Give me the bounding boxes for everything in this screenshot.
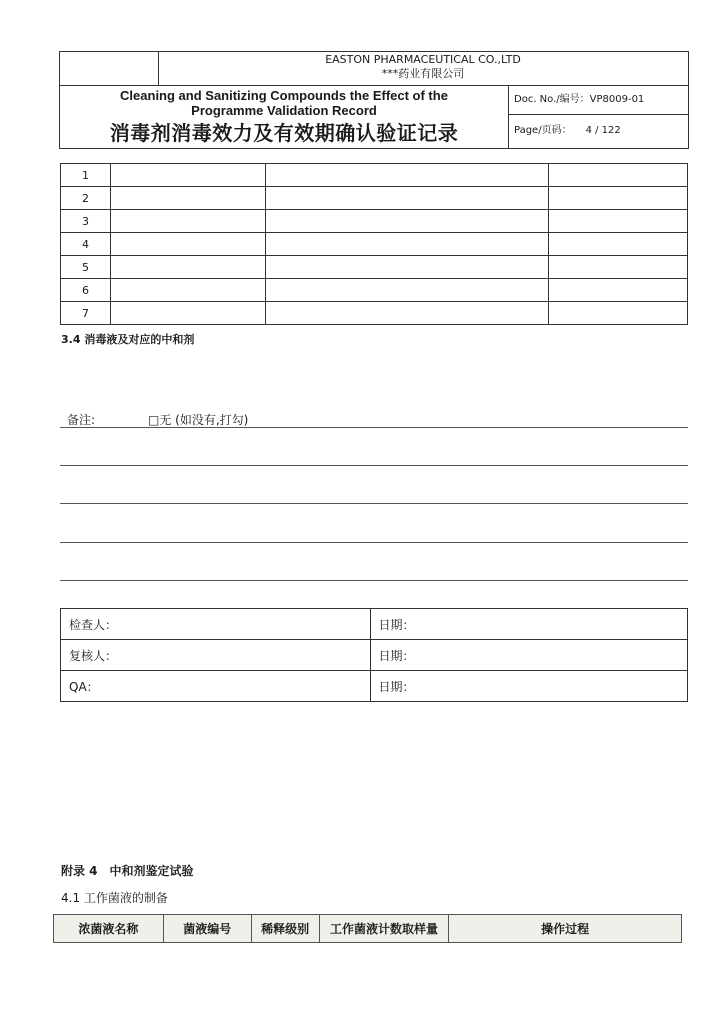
column-header: 工作菌液计数取样量	[319, 915, 449, 943]
company-row	[60, 52, 688, 86]
table-cell[interactable]	[549, 302, 688, 325]
row-number: 4	[61, 233, 111, 256]
table-row	[61, 302, 688, 325]
date-field[interactable]: 日期：	[370, 609, 688, 640]
table-cell[interactable]	[549, 233, 688, 256]
numbered-table	[60, 163, 688, 325]
title-en-line2: Programme Validation Record	[191, 103, 377, 118]
document-header	[59, 51, 689, 149]
column-header: 稀释级别	[251, 915, 319, 943]
table-cell[interactable]	[265, 187, 549, 210]
table-cell[interactable]	[549, 210, 688, 233]
table-row	[61, 256, 688, 279]
company-name-en: EASTON PHARMACEUTICAL CO.,LTD	[325, 53, 521, 66]
inspector-field[interactable]: 检查人：	[61, 609, 371, 640]
table-cell[interactable]	[110, 233, 265, 256]
column-header: 浓菌液名称	[54, 915, 164, 943]
table-row	[61, 671, 688, 702]
date-field[interactable]: 日期：	[370, 671, 688, 702]
table-cell[interactable]	[549, 164, 688, 187]
table-header-row	[54, 915, 682, 943]
row-number: 5	[61, 256, 111, 279]
company-name	[158, 53, 688, 81]
date-field[interactable]: 日期：	[370, 640, 688, 671]
section-heading: 3.4 消毒液及对应的中和剂	[61, 333, 195, 346]
table-cell[interactable]	[110, 256, 265, 279]
logo-cell	[60, 52, 159, 85]
table-row	[61, 609, 688, 640]
reviewer-field[interactable]: 复核人：	[61, 640, 371, 671]
table-cell[interactable]	[265, 256, 549, 279]
table-cell[interactable]	[549, 187, 688, 210]
remarks-line	[60, 580, 688, 581]
remarks-checkbox[interactable]: □无 (如没有,打勾)	[148, 413, 249, 427]
company-name-cn: ***药业有限公司	[381, 67, 465, 80]
subsection-heading: 4.1 工作菌液的制备	[61, 891, 168, 905]
table-cell[interactable]	[110, 210, 265, 233]
row-number: 3	[61, 210, 111, 233]
table-cell[interactable]	[265, 210, 549, 233]
table-row	[61, 233, 688, 256]
table-cell[interactable]	[265, 279, 549, 302]
title-cn: 消毒剂消毒效力及有效期确认验证记录	[109, 121, 459, 145]
appendix-title: 附录 4 中和剂鉴定试验	[61, 864, 194, 878]
signature-table	[60, 608, 688, 702]
table-row	[61, 640, 688, 671]
table-row	[61, 279, 688, 302]
row-number: 2	[61, 187, 111, 210]
row-number: 6	[61, 279, 111, 302]
document-title	[60, 85, 509, 148]
page-number	[508, 114, 688, 148]
table-cell[interactable]	[265, 302, 549, 325]
table-cell[interactable]	[549, 256, 688, 279]
table-cell[interactable]	[110, 187, 265, 210]
table-cell[interactable]	[110, 164, 265, 187]
row-number: 1	[61, 164, 111, 187]
row-number: 7	[61, 302, 111, 325]
page-value: 4 / 122	[585, 125, 621, 136]
title-en-line1: Cleaning and Sanitizing Compounds the Effect of the	[120, 88, 448, 103]
remarks-line	[60, 427, 688, 428]
remarks-line	[60, 465, 688, 466]
page-label: Page/页码：	[514, 125, 572, 136]
table-cell[interactable]	[549, 279, 688, 302]
column-header: 操作过程	[449, 915, 682, 943]
table-row	[61, 187, 688, 210]
table-cell[interactable]	[265, 233, 549, 256]
table-cell[interactable]	[110, 279, 265, 302]
table-row	[61, 210, 688, 233]
doc-number: Doc. No./编号：VP8009-01	[508, 85, 688, 115]
table-row	[61, 164, 688, 187]
column-header: 菌液编号	[163, 915, 251, 943]
remarks-line	[60, 542, 688, 543]
table-cell[interactable]	[265, 164, 549, 187]
table-cell[interactable]	[110, 302, 265, 325]
remarks-line	[60, 503, 688, 504]
qa-field[interactable]: QA：	[61, 671, 371, 702]
remarks-label: 备注:	[67, 413, 96, 427]
preparation-table	[53, 914, 682, 943]
